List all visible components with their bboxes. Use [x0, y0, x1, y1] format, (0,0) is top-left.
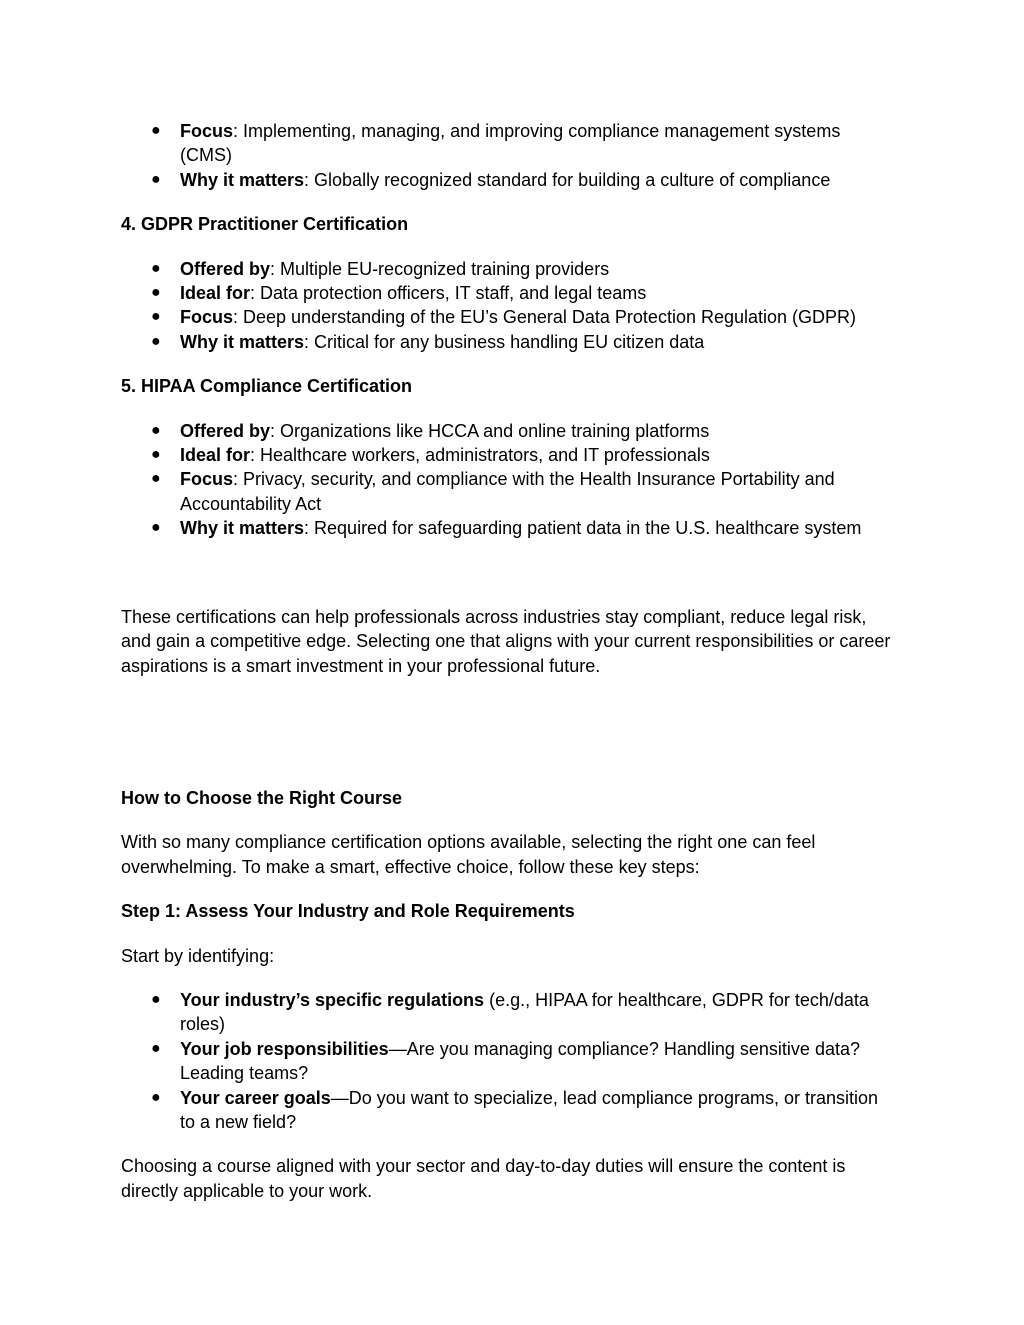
- bullet-icon: ●: [151, 122, 161, 139]
- list-item: [121, 988, 897, 1037]
- bullet-icon: ●: [151, 332, 161, 350]
- item-label: Focus: [180, 307, 234, 328]
- choose-course-heading: How to Choose the Right Course: [121, 787, 402, 808]
- document-page: [121, 119, 897, 1203]
- item-text: (e.g., HIPAA for healthcare, GDPR for tech/data roles): [180, 989, 869, 1035]
- list-item: [121, 281, 897, 305]
- item-text: : Deep understanding of the EU’s General Data Protection Regulation (GDPR): [233, 307, 857, 328]
- item-text: : Privacy, security, and compliance with the Health Insurance Portability and Accountability Act: [180, 469, 835, 514]
- summary-paragraph: These certifications can help professionals across industries stay compliant, reduce legal risk, and gain a competitive edge. Selecting one that aligns with your current responsibilities or career aspirations is a smart investment in your professional future.: [121, 606, 891, 676]
- item-text: : Organizations like HCCA and online training platforms: [270, 420, 710, 441]
- choose-course-intro: With so many compliance certification options available, selecting the right one can feel overwhelming. To make a smart, effective choice, follow these key steps:: [121, 832, 816, 877]
- item-text: : Healthcare workers, administrators, and IT professionals: [250, 445, 710, 466]
- list-item: [121, 443, 897, 467]
- bullet-icon: ●: [151, 990, 161, 1008]
- bullet-icon: ●: [151, 308, 161, 326]
- step1-heading: Step 1: Assess Your Industry and Role Requirements: [121, 901, 575, 922]
- bullet-icon: ●: [151, 446, 161, 464]
- item-label: Ideal for: [180, 445, 251, 466]
- item-text: : Implementing, managing, and improving compliance management systems (CMS): [180, 121, 841, 166]
- item-text: : Data protection officers, IT staff, and legal teams: [250, 283, 647, 304]
- bullet-icon: ●: [151, 421, 161, 439]
- list-item: [121, 168, 897, 192]
- item-text: : Globally recognized standard for building a culture of compliance: [304, 169, 831, 190]
- list-item: [121, 330, 897, 354]
- item-text: : Multiple EU-recognized training providers: [270, 258, 610, 279]
- step1-lead: Start by identifying:: [121, 945, 275, 966]
- list-item: [121, 119, 897, 168]
- list-item: [121, 305, 897, 329]
- list-item: [121, 1086, 897, 1135]
- item-label: Why it matters: [180, 169, 305, 190]
- gdpr-bullet-list: [121, 257, 897, 355]
- item-label: Your industry’s specific regulations: [180, 989, 485, 1010]
- item-text: : Critical for any business handling EU citizen data: [304, 331, 705, 352]
- bullet-icon: ●: [151, 1039, 161, 1057]
- item-label: Focus: [180, 121, 234, 141]
- bullet-icon: ●: [151, 519, 161, 537]
- item-text: —Do you want to specialize, lead compliance programs, or transition to a new field?: [180, 1087, 878, 1132]
- gdpr-heading: 4. GDPR Practitioner Certification: [121, 214, 409, 235]
- item-label: Ideal for: [180, 283, 251, 304]
- list-item: [121, 257, 897, 281]
- bullet-icon: ●: [151, 470, 161, 488]
- item-label: Your career goals: [180, 1087, 331, 1108]
- item-label: Why it matters: [180, 331, 305, 352]
- item-text: : Required for safeguarding patient data in the U.S. healthcare system: [304, 518, 862, 539]
- list-item: [121, 467, 897, 516]
- bullet-icon: ●: [151, 259, 161, 277]
- bullet-icon: ●: [151, 170, 161, 188]
- intro-bullet-list: [121, 119, 897, 192]
- item-text: —Are you managing compliance? Handling sensitive data? Leading teams?: [180, 1038, 860, 1084]
- list-item: [121, 1037, 897, 1086]
- bullet-icon: ●: [151, 284, 161, 302]
- item-label: Why it matters: [180, 518, 305, 539]
- step1-bullet-list: [121, 988, 897, 1134]
- list-item: [121, 419, 897, 443]
- item-label: Your job responsibilities: [180, 1038, 389, 1059]
- item-label: Offered by: [180, 420, 271, 441]
- bullet-icon: ●: [151, 1088, 161, 1106]
- item-label: Offered by: [180, 258, 271, 279]
- hipaa-bullet-list: [121, 419, 897, 541]
- item-label: Focus: [180, 469, 234, 490]
- step1-closing: Choosing a course aligned with your sector and day-to-day duties will ensure the content is directly applicable to your work.: [121, 1156, 846, 1201]
- hipaa-heading: 5. HIPAA Compliance Certification: [121, 376, 413, 397]
- list-item: [121, 516, 897, 540]
